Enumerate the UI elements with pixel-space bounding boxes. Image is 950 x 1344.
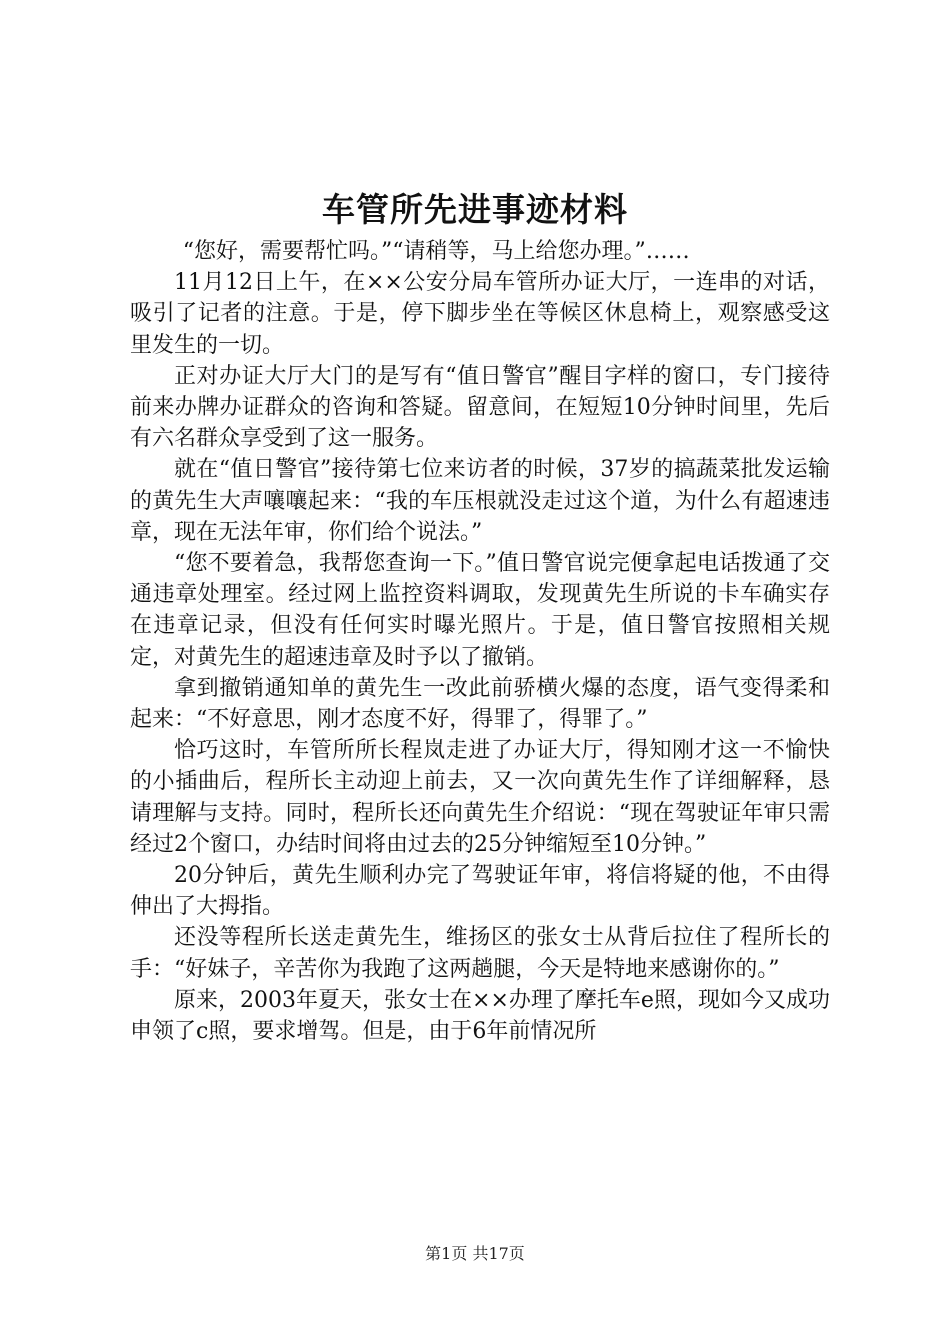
paragraph: 原来，2003年夏天，张女士在××办理了摩托车e照，现如今又成功申领了c照，要求增驾。但是，由于6年前情况所 <box>130 987 830 1045</box>
paragraph: 就在“值日警官”接待第七位来访者的时候，37岁的搞蔬菜批发运输的黄先生大声嚷嚷起来：“我的车压根就没走过这个道，为什么有超速违章，现在无法年审，你们给个说法。” <box>130 457 830 545</box>
paragraph: 拿到撤销通知单的黄先生一改此前骄横火爆的态度，语气变得柔和起来：“不好意思，刚才态度不好，得罪了，得罪了。” <box>130 675 830 733</box>
paragraph: 正对办证大厅大门的是写有“值日警官”醒目字样的窗口，专门接待前来办牌办证群众的咨询和答疑。留意间，在短短10分钟时间里，先后有六名群众享受到了这一服务。 <box>130 363 830 452</box>
paragraph: 20分钟后，黄先生顺利办完了驾驶证年审，将信将疑的他，不由得伸出了大拇指。 <box>130 863 830 920</box>
page-number-footer: 第1页 共17页 <box>425 1244 525 1263</box>
document-body <box>130 236 830 1047</box>
paragraph: “您好，需要帮忙吗。”“请稍等，马上给您办理。”…… <box>182 239 690 264</box>
paragraph: 还没等程所长送走黄先生，维扬区的张女士从背后拉住了程所长的手：“好妹子，辛苦你为我跑了这两趟腿，今天是特地来感谢你的。” <box>130 925 830 982</box>
paragraph: 11月12日上午，在××公安分局车管所办证大厅，一连串的对话，吸引了记者的注意。于是，停下脚步坐在等候区休息椅上，观察感受这里发生的一切。 <box>130 270 830 358</box>
paragraph: 恰巧这时，车管所所长程岚走进了办证大厅，得知刚才这一不愉快的小插曲后，程所长主动迎上前去，又一次向黄先生作了详细解释，恳请理解与支持。同时，程所长还向黄先生介绍说：“现在驾驶证年审只需经过2个窗口，办结时间将由过去的25分钟缩短至10分钟。” <box>130 738 830 857</box>
document-title: 车管所先进事迹材料 <box>322 190 628 229</box>
paragraph: “您不要着急，我帮您查询一下。”值日警官说完便拿起电话拨通了交通违章处理室。经过网上监控资料调取，发现黄先生所说的卡车确实存在违章记录，但没有任何实时曝光照片。于是，值日警官按照相关规定，对黄先生的超速违章及时予以了撤销。 <box>130 551 830 670</box>
